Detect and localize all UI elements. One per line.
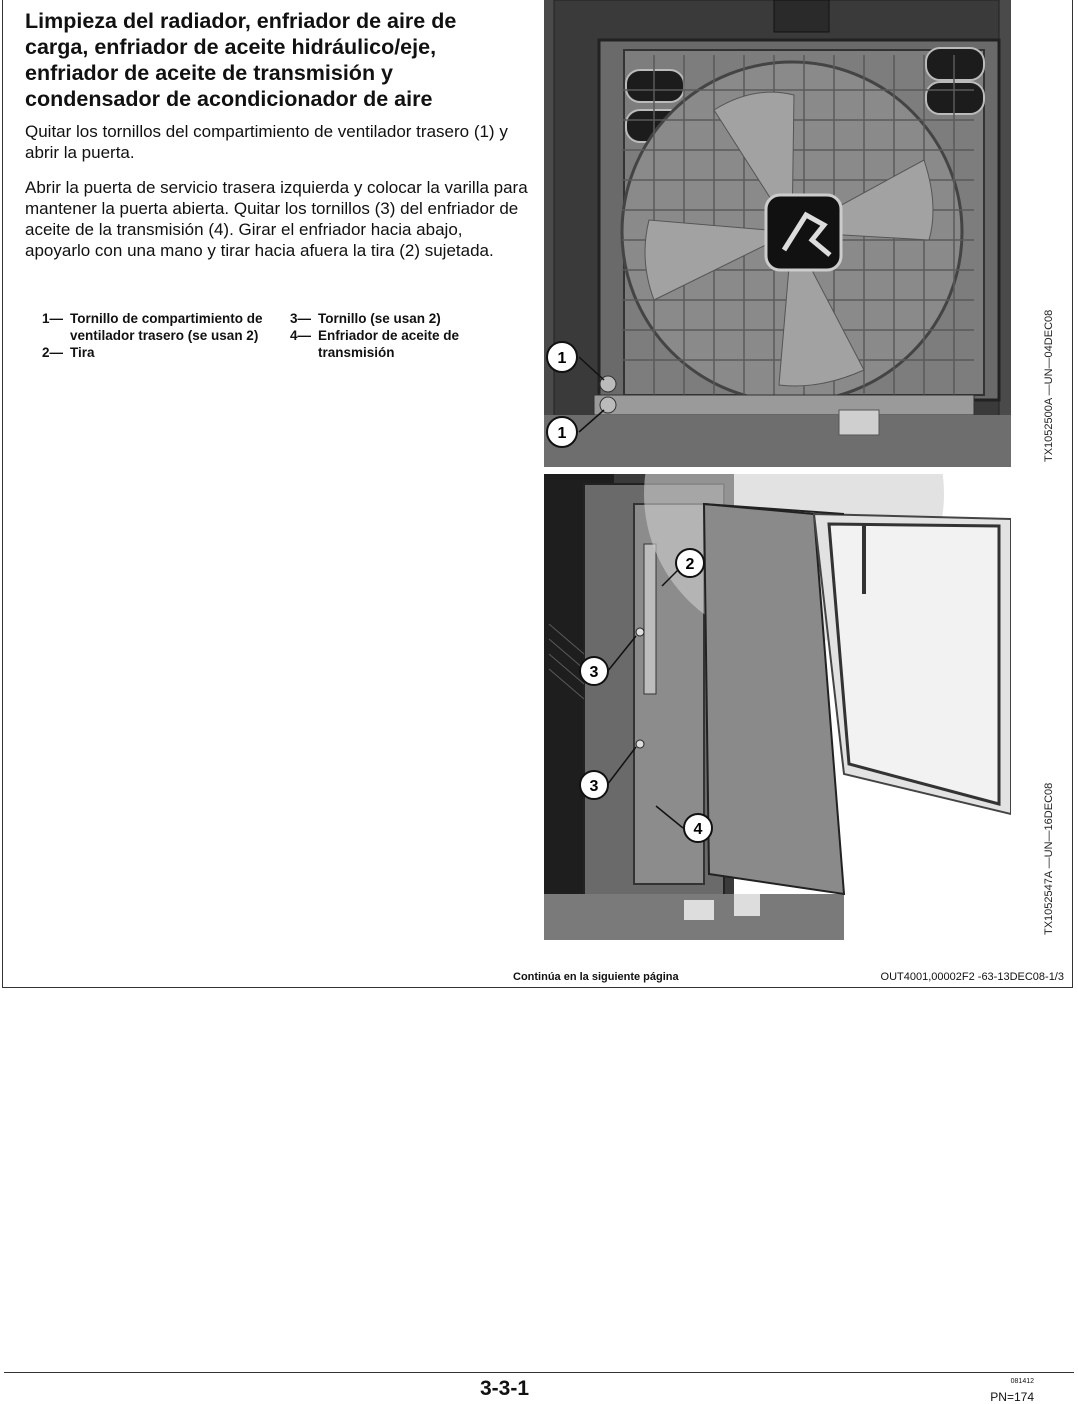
figure-1-id: TX1052500A —UN—04DEC08	[1043, 309, 1055, 462]
legend-item-1: 1— Tornillo de compartimiento de ventilador trasero (se usan 2)	[42, 311, 263, 343]
figure-2-id: TX1052547A —UN—16DEC08	[1043, 782, 1055, 935]
continuation-note: Continúa en la siguiente página	[513, 971, 679, 983]
fan-compartment-illustration	[544, 0, 1011, 467]
legend-item-3: 3— Tornillo (se usan 2)	[290, 311, 441, 326]
paragraph-2: Abrir la puerta de servicio trasera izquierda y colocar la varilla para mantener la puerta abierta. Quitar los tornillos (3) del enfriador de aceite de la transmisión (4). Girar el enfriador hacia abajo, apoyarlo con una mano y tirar hacia afuera la tira (2) sujetada.	[25, 178, 528, 260]
paragraph-1: Quitar los tornillos del compartimiento de ventilador trasero (1) y abrir la puerta.	[25, 122, 508, 162]
svg-text:3: 3	[589, 778, 599, 795]
legend-item-4: 4— Enfriador de aceite de transmisión	[290, 328, 460, 360]
figure-service-door	[544, 474, 1011, 940]
section-title: Limpieza del radiador, enfriador de aire de carga, enfriador de aceite hidráulico/eje, enfriador de aceite de transmisión y condensador de acondicionador de aire	[25, 9, 457, 111]
figure-fan-compartment	[544, 0, 1011, 467]
footer-rule	[4, 1372, 1074, 1373]
svg-text:3: 3	[589, 664, 599, 681]
svg-text:4: 4	[693, 821, 703, 838]
reference-code: OUT4001,00002F2 -63-13DEC08-1/3	[880, 971, 1064, 983]
pn-number: PN=174	[990, 1390, 1034, 1404]
page-number: 3-3-1	[480, 1377, 530, 1400]
svg-text:2: 2	[685, 556, 695, 573]
service-door-illustration	[544, 474, 1011, 940]
print-date: 081412	[1010, 1378, 1034, 1385]
legend-item-2: 2— Tira	[42, 345, 95, 360]
svg-text:1: 1	[557, 425, 567, 442]
svg-text:1: 1	[557, 350, 567, 367]
